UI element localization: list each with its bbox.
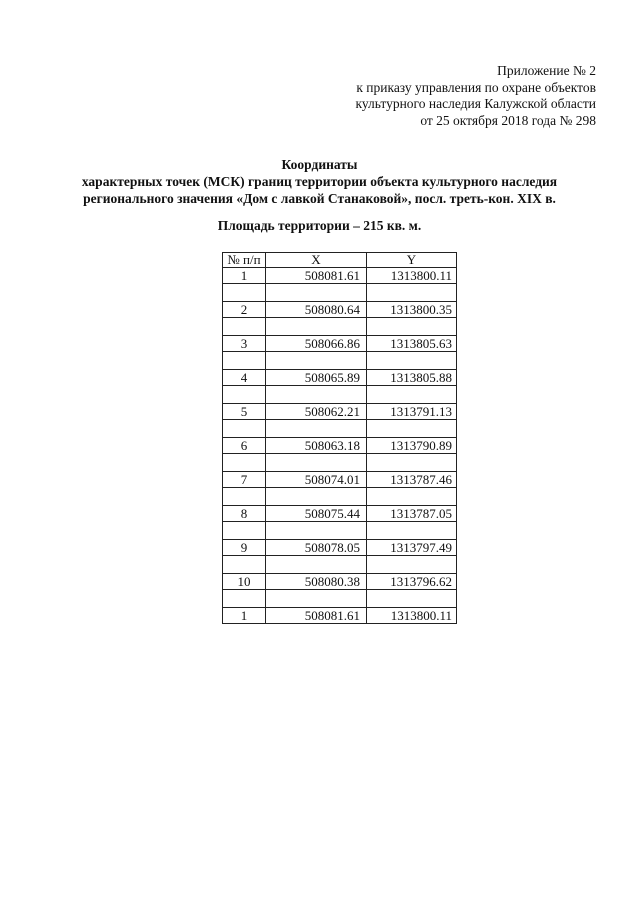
- empty-cell: [223, 352, 266, 370]
- table-row: [223, 302, 457, 318]
- empty-cell: [266, 420, 367, 438]
- header-x: X: [266, 253, 367, 268]
- empty-cell: [223, 590, 266, 608]
- empty-cell: [266, 522, 367, 540]
- table-gap-row: [223, 352, 457, 370]
- empty-cell: [266, 352, 367, 370]
- cell-y: 1313787.46: [367, 472, 457, 488]
- appendix-line: от 25 октября 2018 года № 298: [420, 112, 596, 128]
- cell-x: 508075.44: [266, 506, 367, 522]
- table-row: [223, 336, 457, 352]
- cell-y: 1313805.63: [367, 336, 457, 352]
- heading-subtitle: характерных точек (МСК) границ территории объекта культурного наследия: [81, 174, 558, 189]
- table-gap-row: [223, 420, 457, 438]
- empty-cell: [223, 284, 266, 302]
- appendix-line: к приказу управления по охране объектов: [356, 79, 596, 95]
- empty-cell: [367, 488, 457, 506]
- cell-x: 508080.38: [266, 574, 367, 590]
- cell-number: 2: [223, 302, 266, 318]
- table-row: [223, 268, 457, 284]
- cell-x: 508074.01: [266, 472, 367, 488]
- empty-cell: [266, 386, 367, 404]
- table-gap-row: [223, 556, 457, 574]
- table-row: [223, 404, 457, 420]
- cell-number: 1: [223, 268, 266, 284]
- territory-area: Площадь территории – 215 кв. м.: [217, 218, 422, 233]
- heading-subtitle: регионального значения «Дом с лавкой Станаковой», посл. треть-кон. XIX в.: [83, 191, 556, 206]
- empty-cell: [266, 488, 367, 506]
- header-number: № п/п: [223, 253, 266, 268]
- empty-cell: [367, 590, 457, 608]
- empty-cell: [266, 284, 367, 302]
- cell-y: 1313800.11: [367, 268, 457, 284]
- empty-cell: [367, 352, 457, 370]
- coordinates-table: [222, 252, 457, 624]
- table-gap-row: [223, 284, 457, 302]
- empty-cell: [223, 420, 266, 438]
- empty-cell: [223, 386, 266, 404]
- appendix-line: Приложение № 2: [497, 63, 596, 78]
- empty-cell: [367, 420, 457, 438]
- cell-y: 1313800.35: [367, 302, 457, 318]
- table-row: [223, 438, 457, 454]
- empty-cell: [223, 488, 266, 506]
- cell-x: 508081.61: [266, 608, 367, 624]
- table-gap-row: [223, 522, 457, 540]
- cell-y: 1313797.49: [367, 540, 457, 556]
- empty-cell: [367, 318, 457, 336]
- empty-cell: [266, 454, 367, 472]
- document-heading: [0, 156, 639, 207]
- cell-x: 508062.21: [266, 404, 367, 420]
- cell-number: 10: [223, 574, 266, 590]
- cell-x: 508080.64: [266, 302, 367, 318]
- empty-cell: [367, 284, 457, 302]
- cell-x: 508078.05: [266, 540, 367, 556]
- cell-y: 1313796.62: [367, 574, 457, 590]
- empty-cell: [367, 522, 457, 540]
- cell-y: 1313800.11: [367, 608, 457, 624]
- cell-number: 5: [223, 404, 266, 420]
- table-gap-row: [223, 386, 457, 404]
- empty-cell: [223, 454, 266, 472]
- table-row: [223, 608, 457, 624]
- table-header-row: [223, 253, 457, 268]
- cell-x: 508081.61: [266, 268, 367, 284]
- cell-x: 508066.86: [266, 336, 367, 352]
- empty-cell: [367, 454, 457, 472]
- empty-cell: [223, 556, 266, 574]
- table-row: [223, 574, 457, 590]
- cell-number: 6: [223, 438, 266, 454]
- table-row: [223, 506, 457, 522]
- heading-title: Координаты: [281, 157, 358, 172]
- cell-number: 4: [223, 370, 266, 386]
- table-body: [223, 268, 457, 624]
- cell-y: 1313791.13: [367, 404, 457, 420]
- cell-y: 1313805.88: [367, 370, 457, 386]
- table-row: [223, 472, 457, 488]
- appendix-line: культурного наследия Калужской области: [355, 96, 596, 111]
- empty-cell: [266, 556, 367, 574]
- cell-number: 3: [223, 336, 266, 352]
- cell-number: 9: [223, 540, 266, 556]
- cell-y: 1313787.05: [367, 506, 457, 522]
- table-gap-row: [223, 318, 457, 336]
- table-gap-row: [223, 590, 457, 608]
- cell-y: 1313790.89: [367, 438, 457, 454]
- empty-cell: [266, 318, 367, 336]
- empty-cell: [223, 522, 266, 540]
- cell-number: 8: [223, 506, 266, 522]
- empty-cell: [223, 318, 266, 336]
- appendix-block: [355, 63, 596, 129]
- empty-cell: [266, 590, 367, 608]
- empty-cell: [367, 556, 457, 574]
- cell-x: 508065.89: [266, 370, 367, 386]
- table-row: [223, 540, 457, 556]
- table-row: [223, 370, 457, 386]
- cell-x: 508063.18: [266, 438, 367, 454]
- table-gap-row: [223, 454, 457, 472]
- header-y: Y: [367, 253, 457, 268]
- table-gap-row: [223, 488, 457, 506]
- cell-number: 1: [223, 608, 266, 624]
- empty-cell: [367, 386, 457, 404]
- cell-number: 7: [223, 472, 266, 488]
